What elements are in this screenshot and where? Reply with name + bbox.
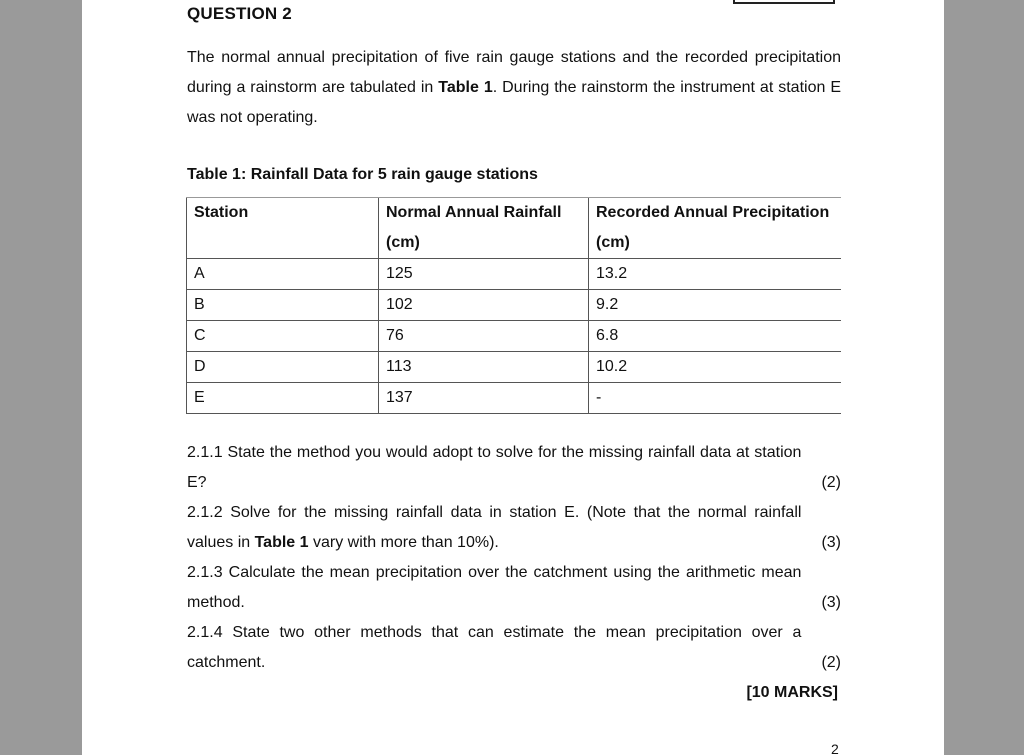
header-normal-rainfall: Normal Annual Rainfall (cm) — [379, 198, 589, 259]
cell-recorded: 13.2 — [589, 259, 842, 290]
table-row — [187, 321, 842, 352]
cell-normal: 102 — [379, 290, 589, 321]
answer-box-bracket — [733, 0, 835, 4]
subquestion-2-1-1 — [187, 438, 841, 498]
cell-station: D — [187, 352, 379, 383]
subquestion-text: 2.1.1 State the method you would adopt to solve for the missing rainfall data at station E? — [187, 444, 802, 491]
rainfall-table — [186, 197, 841, 414]
table-row — [187, 259, 842, 290]
cell-station: C — [187, 321, 379, 352]
cell-recorded: 9.2 — [589, 290, 842, 321]
subquestion-marks: (2) — [821, 474, 841, 491]
subquestion-text: 2.1.4 State two other methods that can estimate the mean precipitation over a catchment. — [187, 624, 802, 671]
subquestion-2-1-3 — [187, 558, 841, 618]
cell-recorded: 6.8 — [589, 321, 842, 352]
cell-station: B — [187, 290, 379, 321]
subquestion-2-1-4 — [187, 618, 841, 678]
total-marks: [10 MARKS] — [746, 684, 838, 701]
question-title: QUESTION 2 — [187, 4, 292, 23]
header-recorded-precipitation: Recorded Annual Precipitation (cm) — [589, 198, 842, 259]
subquestion-text: 2.1.2 Solve for the missing rainfall data in station E. (Note that the normal rainfall values in Table 1 vary with more than 10%). — [187, 504, 802, 551]
cell-station: E — [187, 383, 379, 414]
subquestion-list — [187, 438, 841, 678]
table-row — [187, 383, 842, 414]
subquestion-marks: (3) — [821, 534, 841, 551]
table-row — [187, 352, 842, 383]
cell-recorded: - — [589, 383, 842, 414]
page-number: 2 — [831, 741, 839, 755]
cell-normal: 125 — [379, 259, 589, 290]
cell-station: A — [187, 259, 379, 290]
header-station: Station — [187, 198, 379, 259]
table-row — [187, 290, 842, 321]
subquestion-marks: (2) — [821, 654, 841, 671]
subquestion-text: 2.1.3 Calculate the mean precipitation over the catchment using the arithmetic mean method. — [187, 564, 802, 611]
question-intro: The normal annual precipitation of five rain gauge stations and the recorded precipitation during a rainstorm are tabulated in Table 1. During the rainstorm the instrument at station E was not operating. — [187, 49, 842, 126]
cell-normal: 113 — [379, 352, 589, 383]
table-header-row — [187, 198, 842, 259]
subquestion-2-1-2 — [187, 498, 841, 558]
document-page — [82, 0, 944, 755]
cell-normal: 76 — [379, 321, 589, 352]
cell-normal: 137 — [379, 383, 589, 414]
cell-recorded: 10.2 — [589, 352, 842, 383]
table-caption: Table 1: Rainfall Data for 5 rain gauge stations — [187, 166, 538, 183]
subquestion-marks: (3) — [821, 594, 841, 611]
